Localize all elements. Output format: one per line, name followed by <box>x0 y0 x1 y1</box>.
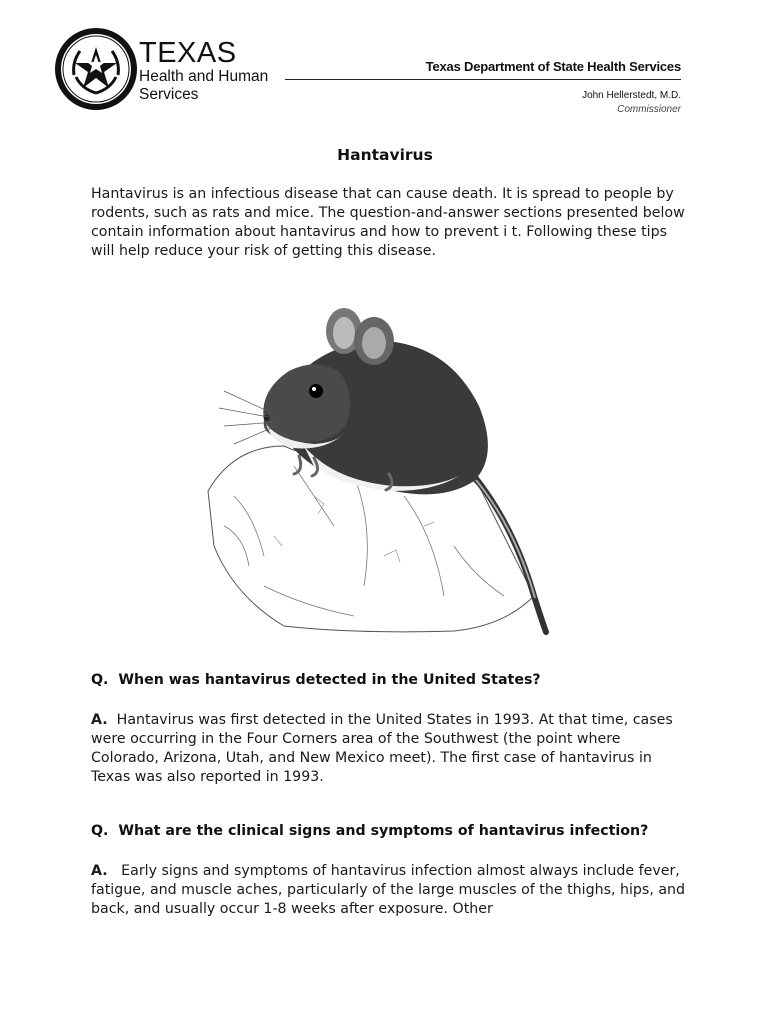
question-2-text: What are the clinical signs and symptoms of hantavirus infection? <box>118 823 649 839</box>
answer-1 <box>91 711 691 787</box>
deer-mouse-illustration <box>204 296 566 636</box>
answer-2-text: Early signs and symptoms of hantavirus infection almost always include fever, fatigue, and muscle aches, particularly of the large muscles of the thighs, hips, and back, and usually occur 1-8 weeks after exposure. Other <box>91 863 686 917</box>
answer-2 <box>91 862 691 919</box>
intro-paragraph: Hantavirus is an infectious disease that can cause death. It is spread to people by rodents, such as rats and mice. The question-and-answer sections presented below contain information about hantavirus and how to prevent i t. Following these tips will help reduce your risk of getting this disease. <box>91 186 685 259</box>
answer-1-text: Hantavirus was first detected in the United States in 1993. At that time, cases were occurring in the Four Corners area of the Southwest (the point where Colorado, Arizona, Utah, and New Mexico meet). The first case of hantavirus in Texas was also reported in 1993. <box>91 712 673 785</box>
agency-name <box>139 38 268 104</box>
answer-1-label: A. <box>91 712 108 728</box>
question-1-text: When was hantavirus detected in the United States? <box>118 672 541 688</box>
agency-name-line1: TEXAS <box>139 37 237 69</box>
commissioner-name: John Hellerstedt, M.D. <box>582 90 681 101</box>
department-name: Texas Department of State Health Services <box>425 59 681 74</box>
agency-name-line3: Services <box>139 86 199 103</box>
answer-2-label: A. <box>91 863 108 879</box>
header-divider <box>285 79 681 80</box>
commissioner-title: Commissioner <box>617 104 681 115</box>
question-2-label: Q. <box>91 823 109 839</box>
document-title: Hantavirus <box>337 146 433 164</box>
agency-name-line2: Health and Human <box>139 68 269 85</box>
texas-seal-logo <box>54 27 138 111</box>
question-1 <box>91 672 711 688</box>
question-1-label: Q. <box>91 672 109 688</box>
question-2 <box>91 823 711 839</box>
